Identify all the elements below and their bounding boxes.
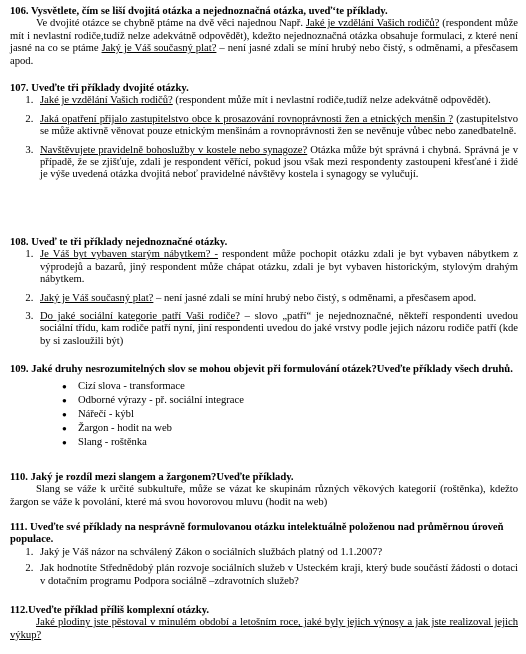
list-item <box>36 311 518 348</box>
list-item: ● Slang - roštěnka <box>78 436 518 450</box>
question-109-list <box>10 380 518 449</box>
example-question: Navštěvujete pravidelně bohoslužby v kostele nebo synagoze? <box>40 144 308 156</box>
item-text: – není jasné zdali se míní hrubý nebo čistý, s odměnami, a přesčasem apod. <box>153 292 477 304</box>
example-question: Jaká opatření přijalo zastupitelstvo obce k prosazování rovnoprávnosti žen a etnických menšin ? <box>40 113 454 125</box>
answer-text: – není jasné zdali se míní hrubý nebo čistý, s odměnami, a přesčasem apod. <box>10 43 519 67</box>
question-107-list <box>10 95 518 181</box>
question-112-answer: Jaké plodiny jste pěstoval v minulém období a letošním roce, jaké byly jejich výnosy a jak jste realizoval jejich výkup? <box>10 617 518 641</box>
question-110-heading: 110. Jaký je rozdíl mezi slangem a žargonem?Uveďte příklady. <box>10 472 294 483</box>
list-item <box>36 249 518 286</box>
question-108-list <box>10 249 518 348</box>
example-question: Jaký je Váš současný plat? <box>40 292 154 304</box>
example-question: Do jaké sociální kategorie patří Vaši rodiče? <box>40 311 240 323</box>
question-108-heading: 108. Uveď te tři příklady nejednoznačné otázky. <box>10 237 228 248</box>
item-text: – slovo „patří“ je nejednoznačné, někteří respondenti uvedou sociální třídu, kam rodiče patří nyní, jiní respondenti uvedou do jaké vrstvy podle jejich názoru rodiče patří (kde by si zasloužili být) <box>40 311 519 347</box>
example-question: Je Váš byt vybaven starým nábytkem? - <box>40 249 219 261</box>
list-item: ● Odborné výrazy - př. sociální integrace <box>78 394 518 408</box>
list-item <box>36 114 518 139</box>
example-question: Jaké je vzdělání Vašich rodičů? <box>40 95 173 107</box>
question-111-heading: 111. Uveďte své příklady na nesprávně formulovanou otázku intelektuálně položenou nad průměrnou úroveň populace. <box>10 522 504 546</box>
item-text: Otázka může být správná i chybná. Správná je v případě, že se zjišťuje, zdali je respondent věřící, pokud jsou však mezi respondenty zastoupeni křesťané i židé je výše uvedená otázka dvojitá neboť pravidelné návštěvy kostela i synagogy se vylučují. <box>40 144 518 181</box>
item-text: (respondent může mít i nevlastní rodiče,tudíž nelze adekvátně odpovědět). <box>172 95 491 107</box>
list-item <box>36 293 518 305</box>
question-111-list <box>10 547 518 588</box>
question-110-answer: Slang se váže k určité subkultuře, může se vázat ke skupinám různých věkových kategorií (roštěnka), kdežto žargon se váže k povolání, které má svou hovorovou mluvu (hodit na web) <box>10 484 518 508</box>
question-107-heading: 107. Uveďte tři příklady dvojité otázky. <box>10 83 189 94</box>
example-question: Jaký je Váš současný plat? <box>101 43 217 55</box>
list-item: ● Nářečí - kýbl <box>78 408 518 422</box>
question-110 <box>10 472 518 509</box>
question-109-heading: 109. Jaké druhy nesrozumitelných slov se mohou objevit při formulování otázek?Uveďte příklady všech druhů. <box>10 364 513 375</box>
question-106-answer <box>10 18 518 68</box>
answer-text: Ve dvojité otázce se chybně ptáme na dvě věci najednou Např. <box>36 18 306 30</box>
list-item: 2. Jak hodnotíte Střednědobý plán rozvoje sociálních služeb v Usteckém kraji, který bude součástí žádosti o dotaci v dotačním programu Podpora sociálně –zdravotních služeb? <box>36 563 518 588</box>
item-text: (zastupitelstvo se může aktivně věnovat pouze etnickým menšinám a rovnoprávnosti žen se nevěnuje vůbec nebo zanedbatelně. <box>40 113 519 138</box>
answer-text: (respondent může mít i nevlastní rodiče,tudíž nelze adekvátně odpovědět), kdežto nejednoznačná otázka obsahuje formulaci, z které není jasné na co se ptáme <box>10 18 518 55</box>
list-item: 1. Jaký je Váš názor na schválený Zákon o sociálních službách platný od 1.1.2007? <box>36 547 518 559</box>
question-106-heading: 106. Vysvětlete, čím se liší dvojitá otázka a nejednoznačná otázka, uveď‘te příklady. <box>10 6 388 17</box>
question-111 <box>10 522 518 588</box>
item-text: respondent může pochopit otázku zdali je byt vybaven nábytkem z výprodejů a bazarů, jiný respondent může chápat otázku, zdali je byt vybaven historickým, stylovým drahým nábytkem. <box>40 249 518 286</box>
question-112 <box>10 605 518 642</box>
question-108 <box>10 237 518 354</box>
example-question: Jaké je vzdělání Vašich rodičů? <box>305 18 440 30</box>
question-107 <box>10 83 518 188</box>
list-item: ● Žargon - hodit na web <box>78 422 518 436</box>
question-112-heading: 112.Uveďte příklad příliš komplexní otázky. <box>10 605 210 616</box>
question-109 <box>10 364 518 449</box>
list-item: ● Cizí slova - transformace <box>78 380 518 394</box>
list-item <box>36 145 518 182</box>
list-item <box>36 95 518 107</box>
question-106 <box>10 6 518 68</box>
